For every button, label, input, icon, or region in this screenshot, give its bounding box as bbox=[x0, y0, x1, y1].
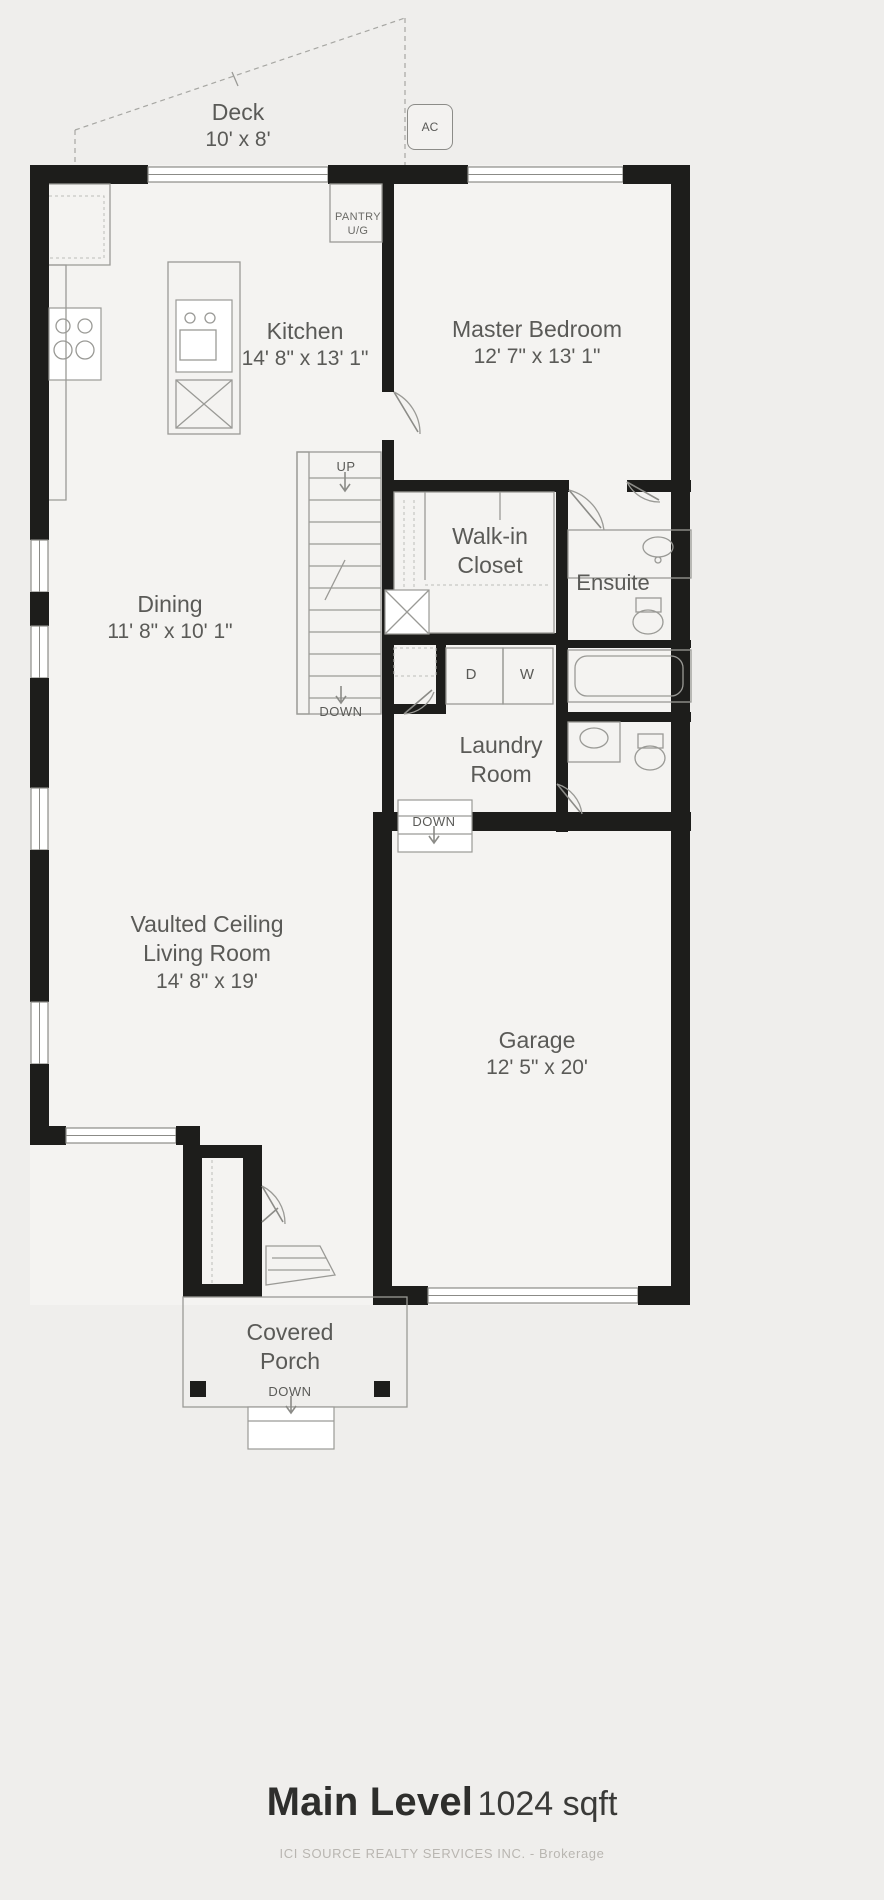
brokerage-watermark: ICI SOURCE REALTY SERVICES INC. - Brokerage bbox=[279, 1846, 605, 1861]
room-label-living-room bbox=[130, 910, 283, 996]
annotation-text: U/G bbox=[347, 225, 369, 237]
annotation-text: D bbox=[465, 666, 477, 683]
annotation-text: DOWN bbox=[268, 1384, 312, 1399]
annotation-pantry bbox=[335, 210, 381, 224]
room-dims: 11' 8" x 10' 1" bbox=[107, 620, 233, 644]
annotation-text: W bbox=[519, 666, 535, 683]
room-name: Master Bedroom bbox=[451, 316, 623, 342]
annotation-text: PANTRY bbox=[334, 211, 382, 223]
annotation-porch-down bbox=[268, 1384, 311, 1401]
annotation-dryer bbox=[466, 665, 477, 684]
annotation-stairs-down bbox=[319, 704, 362, 721]
living-room-line2: Living Room bbox=[143, 940, 271, 967]
room-label-deck bbox=[205, 98, 270, 154]
room-label-walkin-closet bbox=[425, 522, 555, 581]
room-name: Deck bbox=[211, 99, 265, 125]
annotation-stairs-up bbox=[336, 459, 355, 476]
room-label-covered-porch bbox=[220, 1318, 360, 1377]
room-dims: 12' 7" x 13' 1" bbox=[473, 345, 601, 369]
room-label-garage bbox=[486, 1026, 588, 1082]
annotation-text: DOWN bbox=[319, 704, 363, 719]
room-label-master-bedroom bbox=[452, 315, 622, 371]
room-name: Laundry Room bbox=[459, 732, 543, 788]
plan-title bbox=[0, 1780, 884, 1825]
room-label-dining bbox=[107, 590, 232, 646]
annotation-text: UP bbox=[336, 459, 356, 474]
annotation-text: DOWN bbox=[412, 814, 456, 829]
room-label-laundry-room bbox=[441, 731, 561, 790]
living-room-line1: Vaulted Ceiling bbox=[130, 911, 284, 937]
room-name: Walk-in Closet bbox=[452, 523, 528, 579]
plan-title-area: 1024 sqft bbox=[477, 1785, 618, 1823]
ac-unit bbox=[407, 104, 453, 150]
room-dims: 12' 5" x 20' bbox=[486, 1056, 588, 1080]
ac-label: AC bbox=[421, 120, 439, 134]
room-label-ensuite bbox=[576, 569, 649, 597]
room-name: Ensuite bbox=[576, 570, 650, 595]
plan-title-main: Main Level bbox=[266, 1780, 474, 1824]
room-label-kitchen bbox=[242, 317, 369, 373]
room-name: Kitchen bbox=[266, 318, 344, 344]
room-name: Garage bbox=[498, 1027, 576, 1053]
annotation-washer bbox=[520, 665, 534, 684]
room-dims: 10' x 8' bbox=[205, 128, 271, 152]
annotation-garage-down bbox=[412, 814, 455, 831]
room-dims: 14' 8" x 13' 1" bbox=[241, 347, 369, 371]
living-room-dims: 14' 8" x 19' bbox=[156, 969, 258, 993]
room-name: Covered Porch bbox=[246, 1319, 334, 1375]
room-name: Dining bbox=[137, 591, 203, 617]
annotation-pantry-ug bbox=[348, 224, 369, 238]
